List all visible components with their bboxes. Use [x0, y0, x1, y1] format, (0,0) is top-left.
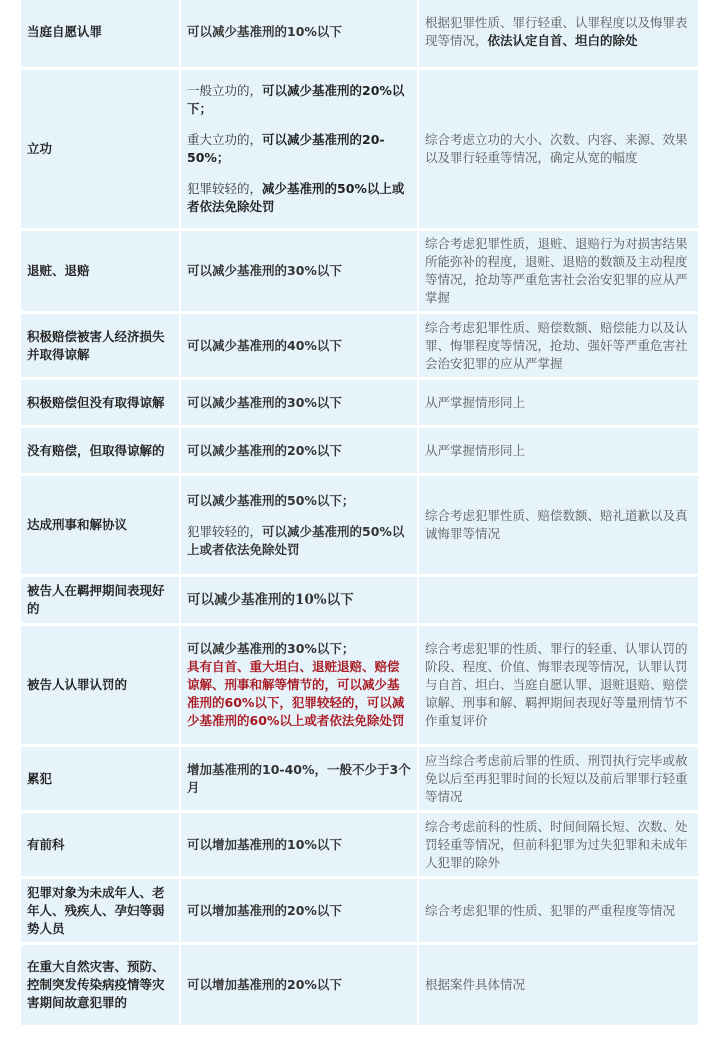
adjustment-line-bold: 可以减少基准刑的20%以下；: [187, 83, 405, 116]
table-row: [21, 577, 698, 623]
note-cell: [419, 577, 698, 623]
adjustment-line-plain: 犯罪较轻的，: [187, 523, 263, 539]
note-cell: 根据案件具体情况: [419, 945, 698, 1025]
adjustment-cell: 可以增加基准刑的10%以下: [181, 813, 417, 876]
table-row: [21, 380, 698, 425]
adjustment-line: 可以减少基准刑的30%以下；: [187, 641, 355, 656]
adjustment-cell: [181, 70, 417, 228]
adjustment-cell: 可以增加基准刑的20%以下: [181, 879, 417, 942]
sentencing-table: [19, 0, 700, 1028]
adjustment-line-bold: 可以减少基准刑的20-50%；: [187, 132, 385, 165]
adjustment-line: 可以减少基准刑的50%以下；: [187, 492, 355, 508]
table-row: [21, 747, 698, 810]
table-row: [21, 813, 698, 876]
note-cell: 应当综合考虑前后罪的性质、刑罚执行完毕或赦免以后至再犯罪时间的长短以及前后罪罪行轻重等情况: [419, 747, 698, 810]
adjustment-line: [187, 131, 411, 167]
adjustment-line-bold: 减少基准刑的50%以上或者依法免除处罚: [187, 181, 405, 214]
circumstance-cell: 没有赔偿，但取得谅解的: [21, 428, 179, 473]
note-text: 根据犯罪性质、罪行轻重、认罪程度以及悔罪表现等情况，: [425, 15, 688, 48]
adjustment-line-bold: 可以减少基准刑的50%以上或者依法免除处罚: [187, 523, 405, 557]
note-cell: 综合考虑犯罪性质、赔偿数额、赔偿能力以及认罪、悔罪程度等情况，抢劫、强奸等严重危害社会治安犯罪的应从严掌握: [419, 314, 698, 377]
circumstance-cell: 被告人认罪认罚的: [21, 626, 179, 744]
adjustment-line: [187, 180, 411, 216]
circumstance-cell: 达成刑事和解协议: [21, 476, 179, 574]
circumstance-cell: 累犯: [21, 747, 179, 810]
note-cell: 综合考虑前科的性质、时间间隔长短、次数、处罚轻重等情况，但前科犯罪为过失犯罪和未成年人犯罪的除外: [419, 813, 698, 876]
table-row: [21, 626, 698, 744]
table-row: [21, 70, 698, 228]
circumstance-cell: 有前科: [21, 813, 179, 876]
note-bold-text: 依法认定自首、坦白的除处: [487, 33, 638, 48]
circumstance-cell: 犯罪对象为未成年人、老年人、残疾人、孕妇等弱势人员: [21, 879, 179, 942]
table-row: [21, 314, 698, 377]
note-cell: 综合考虑犯罪性质、赔偿数额、赔礼道歉以及真诚悔罪等情况: [419, 476, 698, 574]
circumstance-cell: 被告人在羁押期间表现好的: [21, 577, 179, 623]
adjustment-cell: [181, 626, 417, 744]
adjustment-cell: 可以减少基准刑的10%以下: [181, 577, 417, 623]
adjustment-line-plain: 一般立功的，: [187, 83, 263, 98]
adjustment-cell: [181, 476, 417, 574]
sentencing-table-container: [19, 0, 696, 1028]
table-row: [21, 879, 698, 942]
adjustment-cell: 增加基准刑的10-40%，一般不少于3个月: [181, 747, 417, 810]
adjustment-cell: 可以减少基准刑的30%以下: [181, 380, 417, 425]
adjustment-cell: 可以减少基准刑的40%以下: [181, 314, 417, 377]
adjustment-red-text: 具有自首、重大坦白、退赃退赔、赔偿谅解、刑事和解等情节的，可以减少基准刑的60%以下，犯罪较轻的，可以减少基准刑的60%以上或者依法免除处罚: [187, 659, 405, 728]
table-row: [21, 0, 698, 67]
adjustment-line-plain: 重大立功的，: [187, 132, 263, 147]
adjustment-cell: 可以减少基准刑的20%以下: [181, 428, 417, 473]
table-row: [21, 945, 698, 1025]
adjustment-line: [187, 523, 411, 559]
circumstance-cell: 退赃、退赔: [21, 231, 179, 311]
adjustment-line: [187, 82, 411, 118]
circumstance-cell: 当庭自愿认罪: [21, 0, 179, 67]
table-row: [21, 428, 698, 473]
note-cell: 综合考虑犯罪的性质、犯罪的严重程度等情况: [419, 879, 698, 942]
adjustment-cell: 可以减少基准刑的30%以下: [181, 231, 417, 311]
table-row: [21, 231, 698, 311]
circumstance-cell: 在重大自然灾害、预防、控制突发传染病疫情等灾害期间故意犯罪的: [21, 945, 179, 1025]
adjustment-cell: 可以增加基准刑的20%以下: [181, 945, 417, 1025]
note-cell: 从严掌握情形同上: [419, 380, 698, 425]
adjustment-line-plain: 犯罪较轻的，: [187, 181, 263, 196]
adjustment-cell: 可以减少基准刑的10%以下: [181, 0, 417, 67]
note-cell: 从严掌握情形同上: [419, 428, 698, 473]
table-row: [21, 476, 698, 574]
note-cell: 综合考虑犯罪性质，退赃、退赔行为对损害结果所能弥补的程度，退赃、退赔的数额及主动程度等情况，抢劫等严重危害社会治安犯罪的应从严掌握: [419, 231, 698, 311]
note-cell: [419, 0, 698, 67]
circumstance-cell: 积极赔偿被害人经济损失并取得谅解: [21, 314, 179, 377]
circumstance-cell: 立功: [21, 70, 179, 228]
circumstance-cell: 积极赔偿但没有取得谅解: [21, 380, 179, 425]
note-cell: 综合考虑犯罪的性质、罪行的轻重、认罪认罚的阶段、程度、价值、悔罪表现等情况，认罪认罚与自首、坦白、当庭自愿认罪、退赃退赔、赔偿谅解、刑事和解、羁押期间表现好等量刑情节不作重复评价: [419, 626, 698, 744]
note-cell: 综合考虑立功的大小、次数、内容、来源、效果以及罪行轻重等情况，确定从宽的幅度: [419, 70, 698, 228]
